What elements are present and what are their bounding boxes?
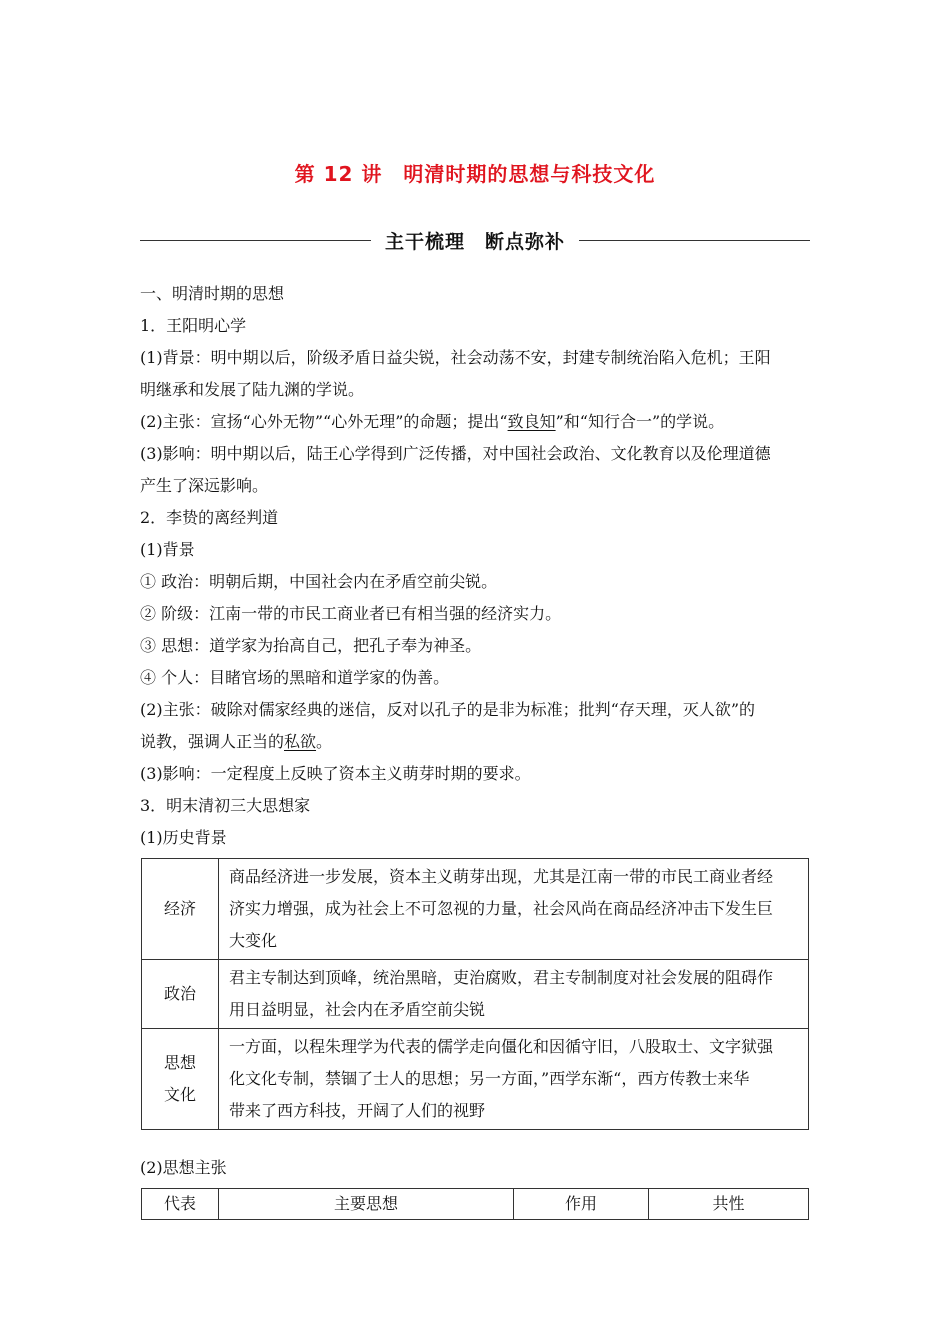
thinkers-table [141, 1188, 809, 1220]
table-header-row [142, 1189, 809, 1220]
cell-line: 化文化专制，禁锢了士人的思想；另一方面，”西学东渐“，西方传教士来华 [229, 1069, 750, 1088]
subheading-three-thinkers: 3．明末清初三大思想家 [140, 796, 311, 815]
cell-line: 君主专制达到顶峰，统治黑暗，吏治腐败，君主专制制度对社会发展的阻碍作 [229, 968, 774, 987]
cell-line: 思想 [163, 1053, 196, 1072]
section-header [140, 226, 810, 254]
table-cell-value [219, 859, 809, 960]
divider-right [579, 240, 810, 241]
cell-line: 文化 [163, 1085, 196, 1104]
paragraph-line: (1)背景：明中期以后，阶级矛盾日益尖锐，社会动荡不安，封建专制统治陷入危机；王阳 [140, 348, 771, 367]
table-cell-key: 经济 [142, 859, 219, 960]
table-header-cell: 共性 [649, 1189, 809, 1220]
paragraph-line [140, 726, 810, 758]
paragraph-line [140, 406, 810, 438]
cell-line: 大变化 [229, 931, 278, 950]
list-item: ③ 思想：道学家为抬高自己，把孔子奉为神圣。 [140, 636, 482, 655]
table-cell-key [142, 1029, 219, 1130]
page-title: 第 12 讲 明清时期的思想与科技文化 [294, 162, 656, 186]
list-item: ④ 个人：目睹官场的黑暗和道学家的伪善。 [140, 668, 450, 687]
table-header-cell: 主要思想 [219, 1189, 514, 1220]
cell-line: 用日益明显，社会内在矛盾空前尖锐 [229, 1000, 486, 1019]
table-cell-key: 政治 [142, 960, 219, 1029]
table-row [142, 960, 809, 1029]
divider-left [140, 240, 371, 241]
subheading-wang-yangming: 1．王阳明心学 [140, 316, 247, 335]
text-span: (2)主张：宣扬“心外无物”“心外无理”的命题；提出“ [140, 412, 508, 431]
heading-thought: 一、明清时期的思想 [140, 284, 285, 303]
paragraph-line: (2)主张：破除对儒家经典的迷信，反对以孔子的是非为标准；批判“存天理，灭人欲”的 [140, 700, 756, 719]
table-row [142, 1029, 809, 1130]
table-caption: (1)历史背景 [140, 828, 227, 847]
section-header-text: 主干梳理 断点弥补 [385, 230, 566, 253]
underlined-term: 致良知 [507, 412, 556, 431]
list-item: ② 阶级：江南一带的市民工商业者已有相当强的经济实力。 [140, 604, 562, 623]
table-header-cell: 代表 [142, 1189, 219, 1220]
paragraph-line: 产生了深远影响。 [140, 476, 269, 495]
text-span: ”和“知行合一”的学说。 [555, 412, 725, 431]
background-table [141, 858, 809, 1130]
cell-line: 商品经济进一步发展，资本主义萌芽出现，尤其是江南一带的市民工商业者经 [229, 867, 774, 886]
text-span: 说教，强调人正当的 [140, 732, 285, 751]
subheading-li-zhi: 2．李贽的离经判道 [140, 508, 279, 527]
cell-line: 一方面，以程朱理学为代表的儒学走向僵化和因循守旧，八股取士、文字狱强 [229, 1037, 774, 1056]
table-cell-value [219, 1029, 809, 1130]
cell-line: 带来了西方科技，开阔了人们的视野 [229, 1101, 486, 1120]
table-row [142, 859, 809, 960]
text-span: 。 [316, 732, 333, 751]
cell-line: 济实力增强，成为社会上不可忽视的力量，社会风尚在商品经济冲击下发生巨 [229, 899, 774, 918]
underlined-term: 私欲 [284, 732, 317, 751]
list-item: ① 政治：明朝后期，中国社会内在矛盾空前尖锐。 [140, 572, 498, 591]
table-header-cell: 作用 [514, 1189, 649, 1220]
table-cell-value [219, 960, 809, 1029]
table-caption: (2)思想主张 [140, 1158, 227, 1177]
paragraph-line: (3)影响：明中期以后，陆王心学得到广泛传播，对中国社会政治、文化教育以及伦理道德 [140, 444, 771, 463]
paragraph-line: (3)影响：一定程度上反映了资本主义萌芽时期的要求。 [140, 764, 531, 783]
document-body [140, 278, 810, 1220]
paragraph-line: 明继承和发展了陆九渊的学说。 [140, 380, 365, 399]
paragraph-line: (1)背景 [140, 540, 195, 559]
